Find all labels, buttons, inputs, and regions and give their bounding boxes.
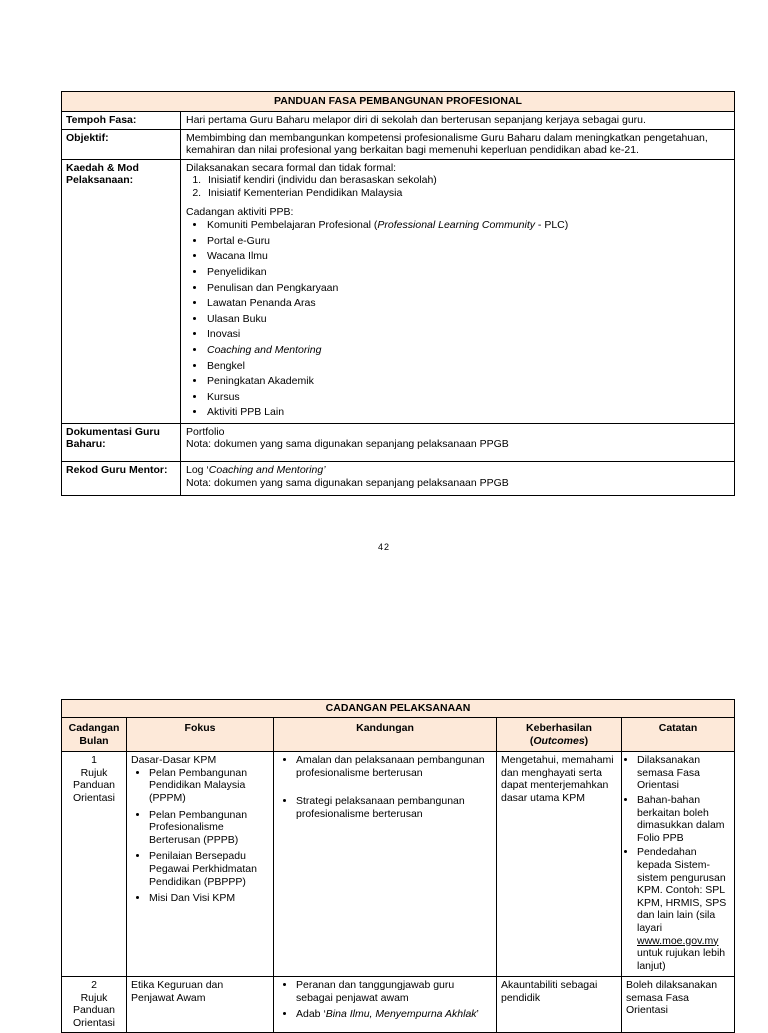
fokus-cell: Dasar-Dasar KPM • Pelan Pembangunan Pendidikan Malaysia (PPPM) • Pelan Pembangunan Profesionalisme Berterusan (PPPB) • Penilaian Bersepadu Pegawai Perkhidmatan Pendidikan (PBPPP) • Misi Dan Visi KPM (127, 752, 274, 977)
row-value (181, 159, 735, 423)
kandungan-list (278, 979, 492, 1021)
list-item: • Penulisan dan Pengkaryaan (206, 281, 729, 297)
list-item: • Misi Dan Visi KPM (149, 892, 269, 905)
list-item: • Dilaksanakan semasa Fasa Orientasi (637, 754, 730, 792)
kandungan-cell (274, 752, 497, 977)
list-item: • Peningkatan Akademik (206, 374, 729, 390)
list-item: • Pelan Pembangunan Pendidikan Malaysia (PPPM) (149, 767, 269, 805)
table-row (62, 129, 735, 159)
keberhasilan-cell: Mengetahui, memahami dan menghayati serta dapat menterjemahkan dasar utama KPM (497, 752, 622, 977)
table-row (62, 159, 735, 423)
activities-title: Cadangan aktiviti PPB: (186, 205, 294, 218)
list-item: 1. Inisiatif kendiri (individu dan berasaskan sekolah) (204, 174, 729, 187)
list-item: • Adab ‘Bina Ilmu, Menyempurna Akhlak’ (296, 1008, 492, 1021)
fokus-list (131, 767, 269, 905)
keberhasilan-cell: Akauntabiliti sebagai pendidik (497, 977, 622, 1032)
catatan-list (626, 754, 730, 972)
page-number: 42 (377, 542, 390, 552)
list-item: • Peranan dan tanggungjawab guru sebagai penjawat awam (296, 979, 492, 1004)
kaedah-intro: Dilaksanakan secara formal dan tidak formal: (186, 161, 397, 174)
row-label: Objektif: (62, 129, 181, 159)
list-item: • Coaching and Mentoring (206, 343, 729, 359)
list-item: • Inovasi (206, 327, 729, 343)
header-row (62, 718, 735, 752)
list-item: • Penilaian Bersepadu Pegawai Perkhidmatan Pendidikan (PBPPP) (149, 850, 269, 888)
list-item: 2. Inisiatif Kementerian Pendidikan Malaysia (204, 187, 729, 200)
numbered-list (186, 174, 729, 199)
catatan-cell (622, 752, 735, 977)
list-item: • Pendedahan kepada Sistem-sistem pengurusan KPM. Contoh: SPL KPM, HRMIS, SPS dan lain lain (sila layari www.moe.gov.my untuk rujukan lebih lanjut) (637, 846, 730, 972)
table-row (62, 462, 735, 496)
header-kandungan: Kandungan (274, 718, 497, 752)
kandungan-list (278, 754, 492, 820)
row-label: Dokumentasi Guru Baharu: (62, 423, 181, 461)
table-title: CADANGAN PELAKSANAAN (62, 700, 735, 718)
list-item: • Pelan Pembangunan Profesionalisme Berterusan (PPPB) (149, 809, 269, 847)
list-item: • Bahan-bahan berkaitan boleh dimasukkan dalam Folio PPB (637, 794, 730, 844)
list-item: • Lawatan Penanda Aras (206, 296, 729, 312)
row-value: Portfolio Nota: dokumen yang sama digunakan sepanjang pelaksanaan PPGB (181, 423, 735, 461)
catatan-cell: Boleh dilaksanakan semasa Fasa Orientasi (622, 977, 735, 1032)
table-row (62, 112, 735, 130)
row-value: Log ‘Coaching and Mentoring’ Nota: dokumen yang sama digunakan sepanjang pelaksanaan PPGB (181, 462, 735, 496)
list-item: • Amalan dan pelaksanaan pembangunan profesionalisme berterusan (296, 754, 492, 779)
list-item: • Penyelidikan (206, 265, 729, 281)
header-keberhasilan: Keberhasilan (Outcomes) (497, 718, 622, 752)
list-item: • Ulasan Buku (206, 312, 729, 328)
header-catatan: Catatan (622, 718, 735, 752)
list-item: • Kursus (206, 390, 729, 406)
list-item: • Komuniti Pembelajaran Profesional (Professional Learning Community - PLC) (206, 218, 729, 234)
table-title: PANDUAN FASA PEMBANGUNAN PROFESIONAL (62, 92, 735, 112)
cadangan-pelaksanaan-table (61, 699, 735, 1033)
fokus-cell: Etika Keguruan dan Penjawat Awam (127, 977, 274, 1032)
moe-link[interactable]: www.moe.gov.my (637, 934, 719, 947)
row-value: Membimbing dan membangunkan kompetensi profesionalisme Guru Baharu dalam meningkatkan pengetahuan, kemahiran dan nilai profesional yang berkaitan bagi memenuhi keperluan pendidikan abad ke-21. (181, 129, 735, 159)
list-item: • Portal e-Guru (206, 234, 729, 250)
row-label: Rekod Guru Mentor: (62, 462, 181, 496)
panduan-fasa-table (61, 91, 735, 496)
list-item: • Wacana Ilmu (206, 249, 729, 265)
table-row (62, 423, 735, 461)
list-item: • Strategi pelaksanaan pembangunan profesionalisme berterusan (296, 795, 492, 820)
row-value: Hari pertama Guru Baharu melapor diri di sekolah dan berterusan sepanjang kerjaya sebagai guru. (181, 112, 735, 130)
header-fokus: Fokus (127, 718, 274, 752)
bulan-cell: 1 Rujuk Panduan Orientasi (62, 752, 127, 977)
row-label: Kaedah & Mod Pelaksanaan: (62, 159, 181, 423)
list-item: • Bengkel (206, 359, 729, 375)
table-row (62, 752, 735, 977)
bulan-cell: 2 Rujuk Panduan Orientasi (62, 977, 127, 1032)
row-label: Tempoh Fasa: (62, 112, 181, 130)
activities-list (186, 218, 729, 421)
header-bulan: Cadangan Bulan (62, 718, 127, 752)
list-item: • Aktiviti PPB Lain (206, 405, 729, 421)
